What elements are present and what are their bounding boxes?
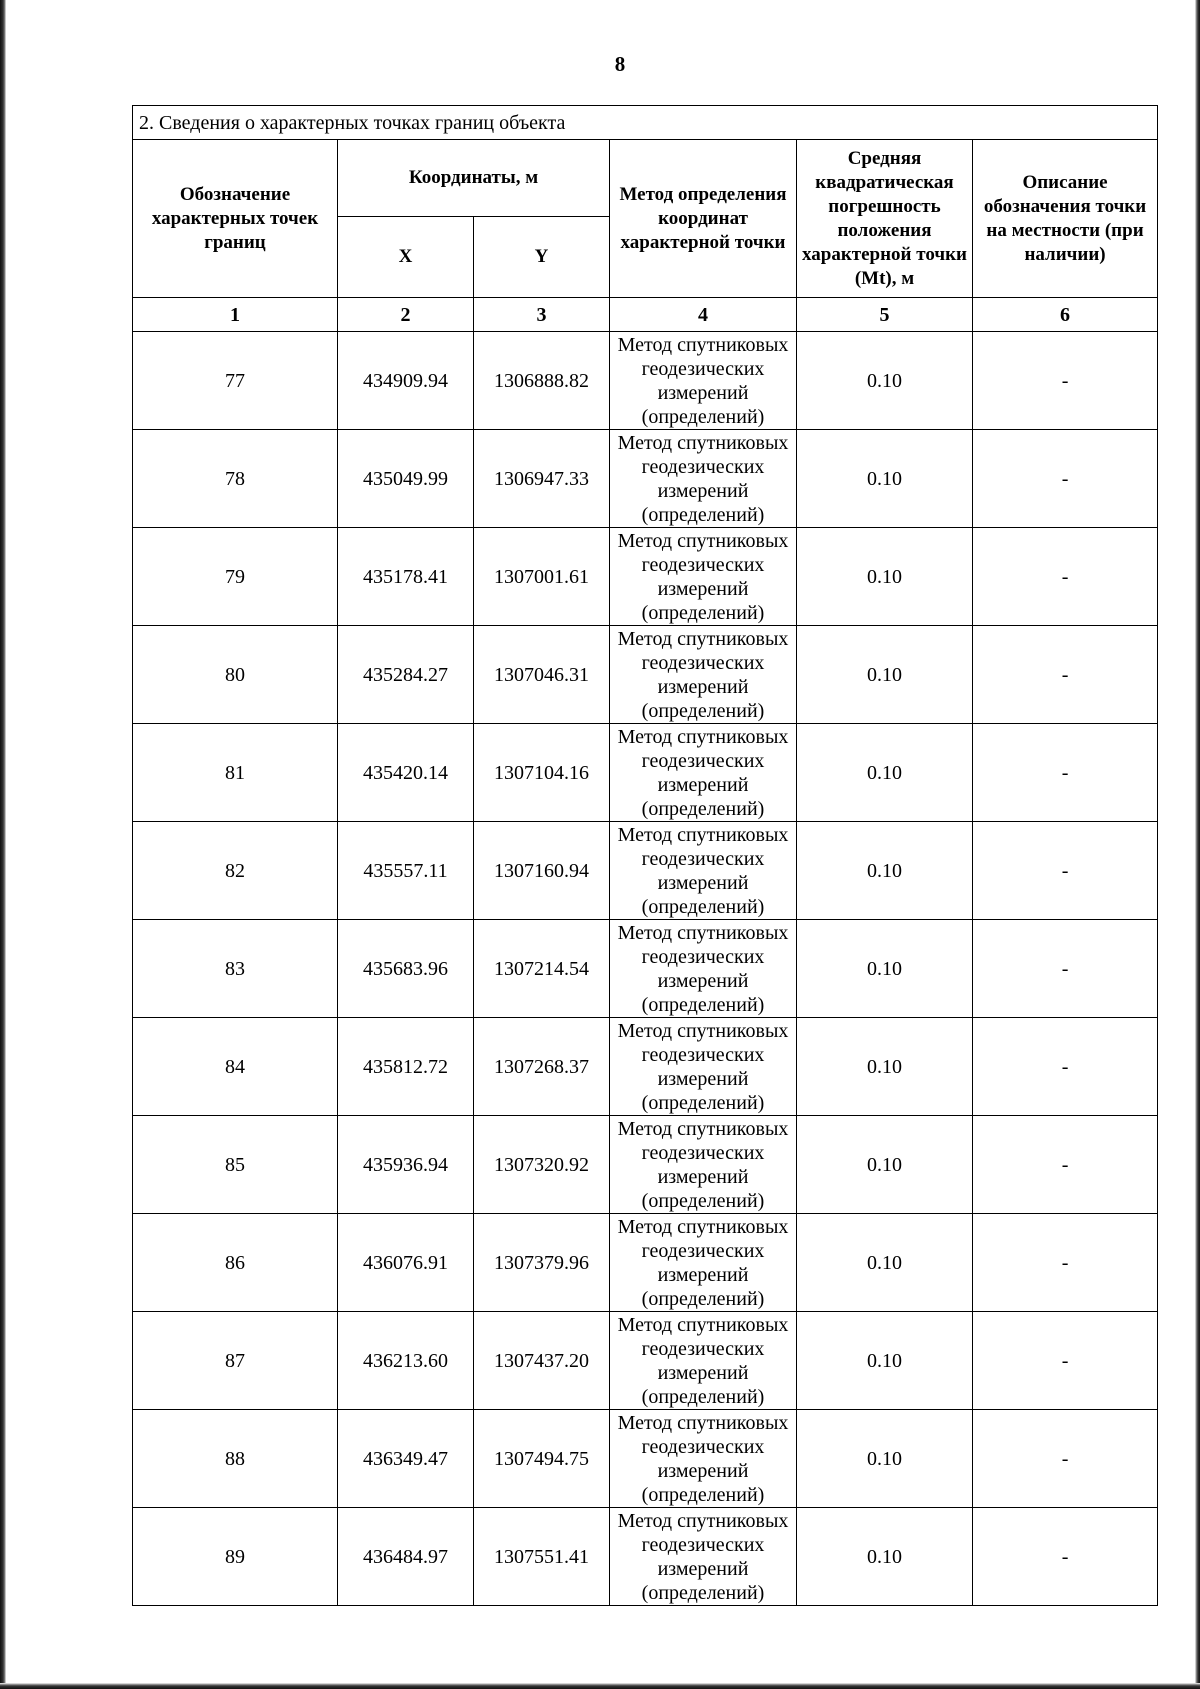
description: - bbox=[973, 1018, 1158, 1116]
table-row bbox=[133, 1018, 1158, 1116]
table-row bbox=[133, 822, 1158, 920]
description: - bbox=[973, 430, 1158, 528]
coord-x: 436349.47 bbox=[338, 1410, 474, 1508]
description: - bbox=[973, 1312, 1158, 1410]
method-cell: Метод спутниковых геодезических измерений (определений) bbox=[610, 626, 797, 724]
method-cell: Метод спутниковых геодезических измерений (определений) bbox=[610, 724, 797, 822]
method-cell: Метод спутниковых геодезических измерений (определений) bbox=[610, 822, 797, 920]
method-cell: Метод спутниковых геодезических измерений (определений) bbox=[610, 430, 797, 528]
coord-x: 435420.14 bbox=[338, 724, 474, 822]
header-method: Метод определения координат характерной точки bbox=[610, 140, 797, 298]
table-row bbox=[133, 1214, 1158, 1312]
header-y: Y bbox=[474, 217, 610, 298]
method-cell: Метод спутниковых геодезических измерений (определений) bbox=[610, 1018, 797, 1116]
coord-x: 435178.41 bbox=[338, 528, 474, 626]
method-cell: Метод спутниковых геодезических измерений (определений) bbox=[610, 1312, 797, 1410]
coord-y: 1307104.16 bbox=[474, 724, 610, 822]
coord-y: 1307268.37 bbox=[474, 1018, 610, 1116]
column-number-row bbox=[133, 298, 1158, 332]
mean-error: 0.10 bbox=[797, 920, 973, 1018]
coord-y: 1307379.96 bbox=[474, 1214, 610, 1312]
header-x: X bbox=[338, 217, 474, 298]
table-row bbox=[133, 528, 1158, 626]
mean-error: 0.10 bbox=[797, 528, 973, 626]
table-row bbox=[133, 430, 1158, 528]
mean-error: 0.10 bbox=[797, 1214, 973, 1312]
table-row bbox=[133, 1410, 1158, 1508]
point-id: 85 bbox=[133, 1116, 338, 1214]
header-description: Описание обозначения точки на местности (при наличии) bbox=[973, 140, 1158, 298]
header-point-designation: Обозначение характерных точек границ bbox=[133, 140, 338, 298]
method-cell: Метод спутниковых геодезических измерений (определений) bbox=[610, 920, 797, 1018]
coord-x: 435683.96 bbox=[338, 920, 474, 1018]
scan-left-edge bbox=[0, 0, 6, 1689]
coord-x: 436213.60 bbox=[338, 1312, 474, 1410]
scan-right-edge bbox=[1195, 0, 1200, 1689]
coord-x: 436484.97 bbox=[338, 1508, 474, 1606]
description: - bbox=[973, 332, 1158, 430]
column-number: 2 bbox=[338, 298, 474, 332]
page-number: 8 bbox=[614, 52, 626, 76]
point-id: 81 bbox=[133, 724, 338, 822]
description: - bbox=[973, 822, 1158, 920]
mean-error: 0.10 bbox=[797, 1116, 973, 1214]
description: - bbox=[973, 1410, 1158, 1508]
coord-x: 436076.91 bbox=[338, 1214, 474, 1312]
point-id: 80 bbox=[133, 626, 338, 724]
coord-y: 1307551.41 bbox=[474, 1508, 610, 1606]
description: - bbox=[973, 626, 1158, 724]
point-id: 77 bbox=[133, 332, 338, 430]
description: - bbox=[973, 1116, 1158, 1214]
point-id: 79 bbox=[133, 528, 338, 626]
table-row bbox=[133, 724, 1158, 822]
mean-error: 0.10 bbox=[797, 1508, 973, 1606]
mean-error: 0.10 bbox=[797, 724, 973, 822]
coord-y: 1306947.33 bbox=[474, 430, 610, 528]
method-cell: Метод спутниковых геодезических измерений (определений) bbox=[610, 1508, 797, 1606]
table-row bbox=[133, 920, 1158, 1018]
coord-y: 1307160.94 bbox=[474, 822, 610, 920]
coord-y: 1307046.31 bbox=[474, 626, 610, 724]
point-id: 87 bbox=[133, 1312, 338, 1410]
mean-error: 0.10 bbox=[797, 430, 973, 528]
description: - bbox=[973, 1214, 1158, 1312]
table-row bbox=[133, 1508, 1158, 1606]
coord-x: 435557.11 bbox=[338, 822, 474, 920]
description: - bbox=[973, 920, 1158, 1018]
mean-error: 0.10 bbox=[797, 1410, 973, 1508]
method-cell: Метод спутниковых геодезических измерений (определений) bbox=[610, 528, 797, 626]
coord-y: 1307320.92 bbox=[474, 1116, 610, 1214]
point-id: 84 bbox=[133, 1018, 338, 1116]
boundary-points-table bbox=[132, 105, 1158, 1606]
coord-y: 1307437.20 bbox=[474, 1312, 610, 1410]
description: - bbox=[973, 1508, 1158, 1606]
coord-y: 1307494.75 bbox=[474, 1410, 610, 1508]
column-number: 1 bbox=[133, 298, 338, 332]
point-id: 78 bbox=[133, 430, 338, 528]
column-number: 4 bbox=[610, 298, 797, 332]
column-number: 6 bbox=[973, 298, 1158, 332]
header-mean-error: Средняя квадратическая погрешность положения характерной точки (Mt), м bbox=[797, 140, 973, 298]
section-title: 2. Сведения о характерных точках границ объекта bbox=[133, 106, 1158, 140]
mean-error: 0.10 bbox=[797, 822, 973, 920]
coord-x: 434909.94 bbox=[338, 332, 474, 430]
coord-y: 1307001.61 bbox=[474, 528, 610, 626]
table-row bbox=[133, 332, 1158, 430]
coord-x: 435049.99 bbox=[338, 430, 474, 528]
scan-bottom-edge bbox=[0, 1683, 1200, 1689]
coord-y: 1306888.82 bbox=[474, 332, 610, 430]
mean-error: 0.10 bbox=[797, 1018, 973, 1116]
method-cell: Метод спутниковых геодезических измерений (определений) bbox=[610, 1116, 797, 1214]
table-row bbox=[133, 626, 1158, 724]
header-coordinates: Координаты, м bbox=[338, 140, 610, 217]
point-id: 82 bbox=[133, 822, 338, 920]
method-cell: Метод спутниковых геодезических измерений (определений) bbox=[610, 1214, 797, 1312]
column-number: 5 bbox=[797, 298, 973, 332]
description: - bbox=[973, 528, 1158, 626]
point-id: 89 bbox=[133, 1508, 338, 1606]
mean-error: 0.10 bbox=[797, 626, 973, 724]
coord-x: 435284.27 bbox=[338, 626, 474, 724]
coord-x: 435936.94 bbox=[338, 1116, 474, 1214]
mean-error: 0.10 bbox=[797, 1312, 973, 1410]
mean-error: 0.10 bbox=[797, 332, 973, 430]
method-cell: Метод спутниковых геодезических измерений (определений) bbox=[610, 332, 797, 430]
table-row bbox=[133, 1116, 1158, 1214]
table-row bbox=[133, 1312, 1158, 1410]
coord-x: 435812.72 bbox=[338, 1018, 474, 1116]
point-id: 83 bbox=[133, 920, 338, 1018]
column-number: 3 bbox=[474, 298, 610, 332]
coord-y: 1307214.54 bbox=[474, 920, 610, 1018]
point-id: 86 bbox=[133, 1214, 338, 1312]
point-id: 88 bbox=[133, 1410, 338, 1508]
description: - bbox=[973, 724, 1158, 822]
method-cell: Метод спутниковых геодезических измерений (определений) bbox=[610, 1410, 797, 1508]
